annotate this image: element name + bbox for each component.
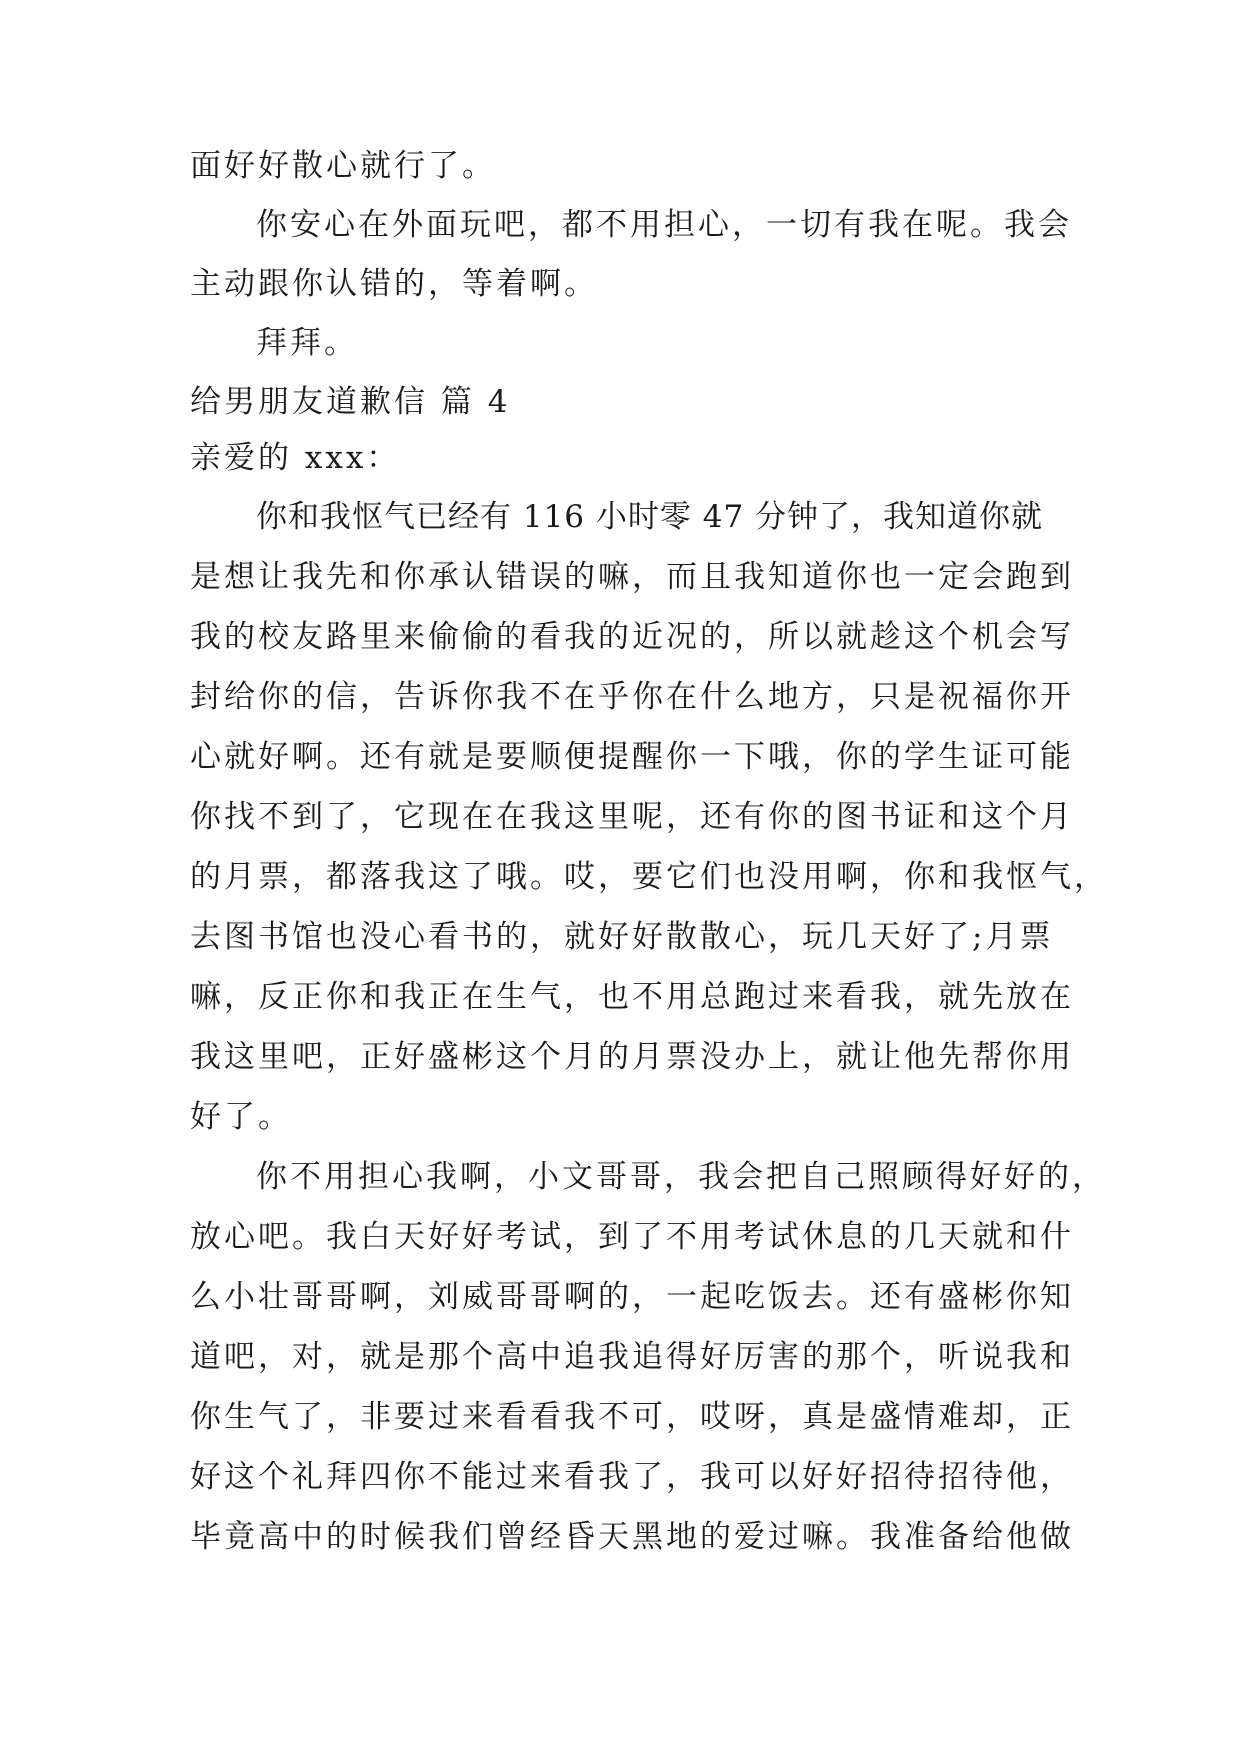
text-line: 主动跟你认错的，等着啊。 bbox=[190, 266, 598, 302]
text-line: 封给你的信，告诉你我不在乎你在什么地方，只是祝福你开 bbox=[190, 679, 1074, 715]
text-line: 好这个礼拜四你不能过来看我了，我可以好好招待招待他， bbox=[190, 1459, 1074, 1495]
text-line: 拜拜。 bbox=[256, 325, 358, 361]
text-line: 你和我怄气已经有 116 小时零 47 分钟了，我知道你就 bbox=[256, 499, 1044, 535]
text-line: 么小壮哥哥啊，刘威哥哥啊的，一起吃饭去。还有盛彬你知 bbox=[190, 1279, 1074, 1315]
text-line: 的月票，都落我这了哦。哎，要它们也没用啊，你和我怄气， bbox=[190, 859, 1108, 895]
text-line: 放心吧。我白天好好考试，到了不用考试休息的几天就和什 bbox=[190, 1219, 1074, 1255]
text-line: 道吧，对，就是那个高中追我追得好厉害的那个，听说我和 bbox=[190, 1339, 1074, 1375]
text-line: 面好好散心就行了。 bbox=[190, 148, 496, 184]
text-line: 我的校友路里来偷偷的看我的近况的，所以就趁这个机会写 bbox=[190, 619, 1074, 655]
text-line: 我这里吧，正好盛彬这个月的月票没办上，就让他先帮你用 bbox=[190, 1039, 1074, 1075]
text-line: 去图书馆也没心看书的，就好好散散心，玩几天好了;月票 bbox=[190, 919, 1054, 955]
section-heading: 给男朋友道歉信 篇 4 bbox=[190, 384, 511, 420]
text-line: 你安心在外面玩吧，都不用担心，一切有我在呢。我会 bbox=[256, 207, 1072, 243]
text-line: 你生气了，非要过来看看我不可，哎呀，真是盛情难却，正 bbox=[190, 1399, 1074, 1435]
salutation: 亲爱的 xxx： bbox=[190, 440, 401, 476]
text-line: 毕竟高中的时候我们曾经昏天黑地的爱过嘛。我准备给他做 bbox=[190, 1519, 1074, 1555]
text-line: 你找不到了，它现在在我这里呢，还有你的图书证和这个月 bbox=[190, 799, 1074, 835]
text-line: 是想让我先和你承认错误的嘛，而且我知道你也一定会跑到 bbox=[190, 559, 1074, 595]
text-line: 你不用担心我啊，小文哥哥，我会把自己照顾得好好的， bbox=[256, 1159, 1106, 1195]
text-line: 心就好啊。还有就是要顺便提醒你一下哦，你的学生证可能 bbox=[190, 739, 1074, 775]
text-line: 嘛，反正你和我正在生气，也不用总跑过来看我，就先放在 bbox=[190, 979, 1074, 1015]
text-line: 好了。 bbox=[190, 1099, 292, 1135]
